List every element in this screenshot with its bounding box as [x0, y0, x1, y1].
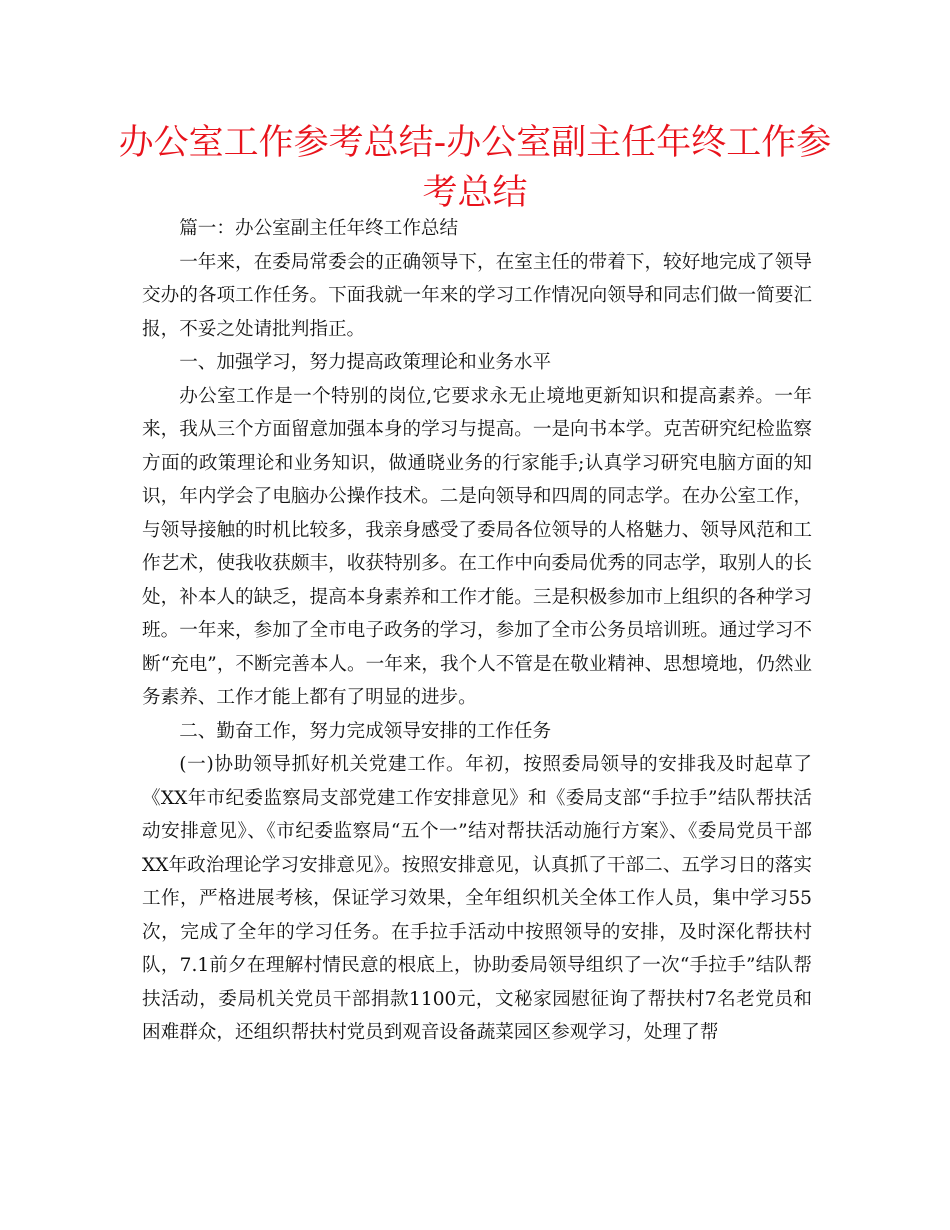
section-heading: 篇一：办公室副主任年终工作总结	[179, 218, 459, 239]
paragraph: 办公室工作是一个特别的岗位,它要求永无止境地更新知识和提高素养。一年来，我从三个方面留意加强本身的学习与提高。一是向书本学。克苦研究纪检监察方面的政策理论和业务知识，做通晓业务的行家能手;认真学习研究电脑方面的知识，年内学会了电脑办公操作技术。二是向领导和四周的同志学。在办公室工作，与领导接触的时机比较多，我亲身感受了委局各位领导的人格魅力、领导风范和工作艺术，使我收获颇丰，收获特别多。在工作中向委局优秀的同志学，取别人的长处，补本人的缺乏，提高本身素养和工作才能。三是积极参加市上组织的各种学习班。一年来，参加了全市电子政务的学习，参加了全市公务员培训班。通过学习不断“充电”，不断完善本人。一年来，我个人不管是在敬业精神、思想境地，仍然业务素养、工作才能上都有了明显的进步。	[142, 385, 812, 708]
section-heading: 二、勤奋工作，努力完成领导安排的工作任务	[179, 720, 552, 742]
document-body	[142, 212, 812, 1050]
paragraph: (一)协助领导抓好机关党建工作。年初，按照委局领导的安排我及时起草了《XX年市纪委监察局支部党建工作安排意见》和《委局支部“手拉手”结队帮扶活动安排意见》、《市纪委监察局“五个一”结对帮扶活动施行方案》、《委局党员干部XX年政治理论学习安排意见》。按照安排意见，认真抓了干部二、五学习日的落实工作，严格进展考核，保证学习效果，全年组织机关全体工作人员，集中学习55次，完成了全年的学习任务。在手拉手活动中按照领导的安排，及时深化帮扶村队，7.1前夕在理解村情民意的根底上，协助委局领导组织了一次“手拉手”结队帮扶活动，委局机关党员干部捐款1100元，文秘家园慰征询了帮扶村7名老党员和困难群众，还组织帮扶村党员到观音设备蔬菜园区参观学习，处理了帮	[142, 754, 812, 1043]
paragraph: 一年来，在委局常委会的正确领导下，在室主任的带着下，较好地完成了领导交办的各项工作任务。下面我就一年来的学习工作情况向领导和同志们做一简要汇报，不妥之处请批判指正。	[142, 251, 812, 340]
document-title: 办公室工作参考总结-办公室副主任年终工作参考总结	[118, 123, 832, 213]
section-heading: 一、加强学习，努力提高政策理论和业务水平	[179, 352, 552, 373]
